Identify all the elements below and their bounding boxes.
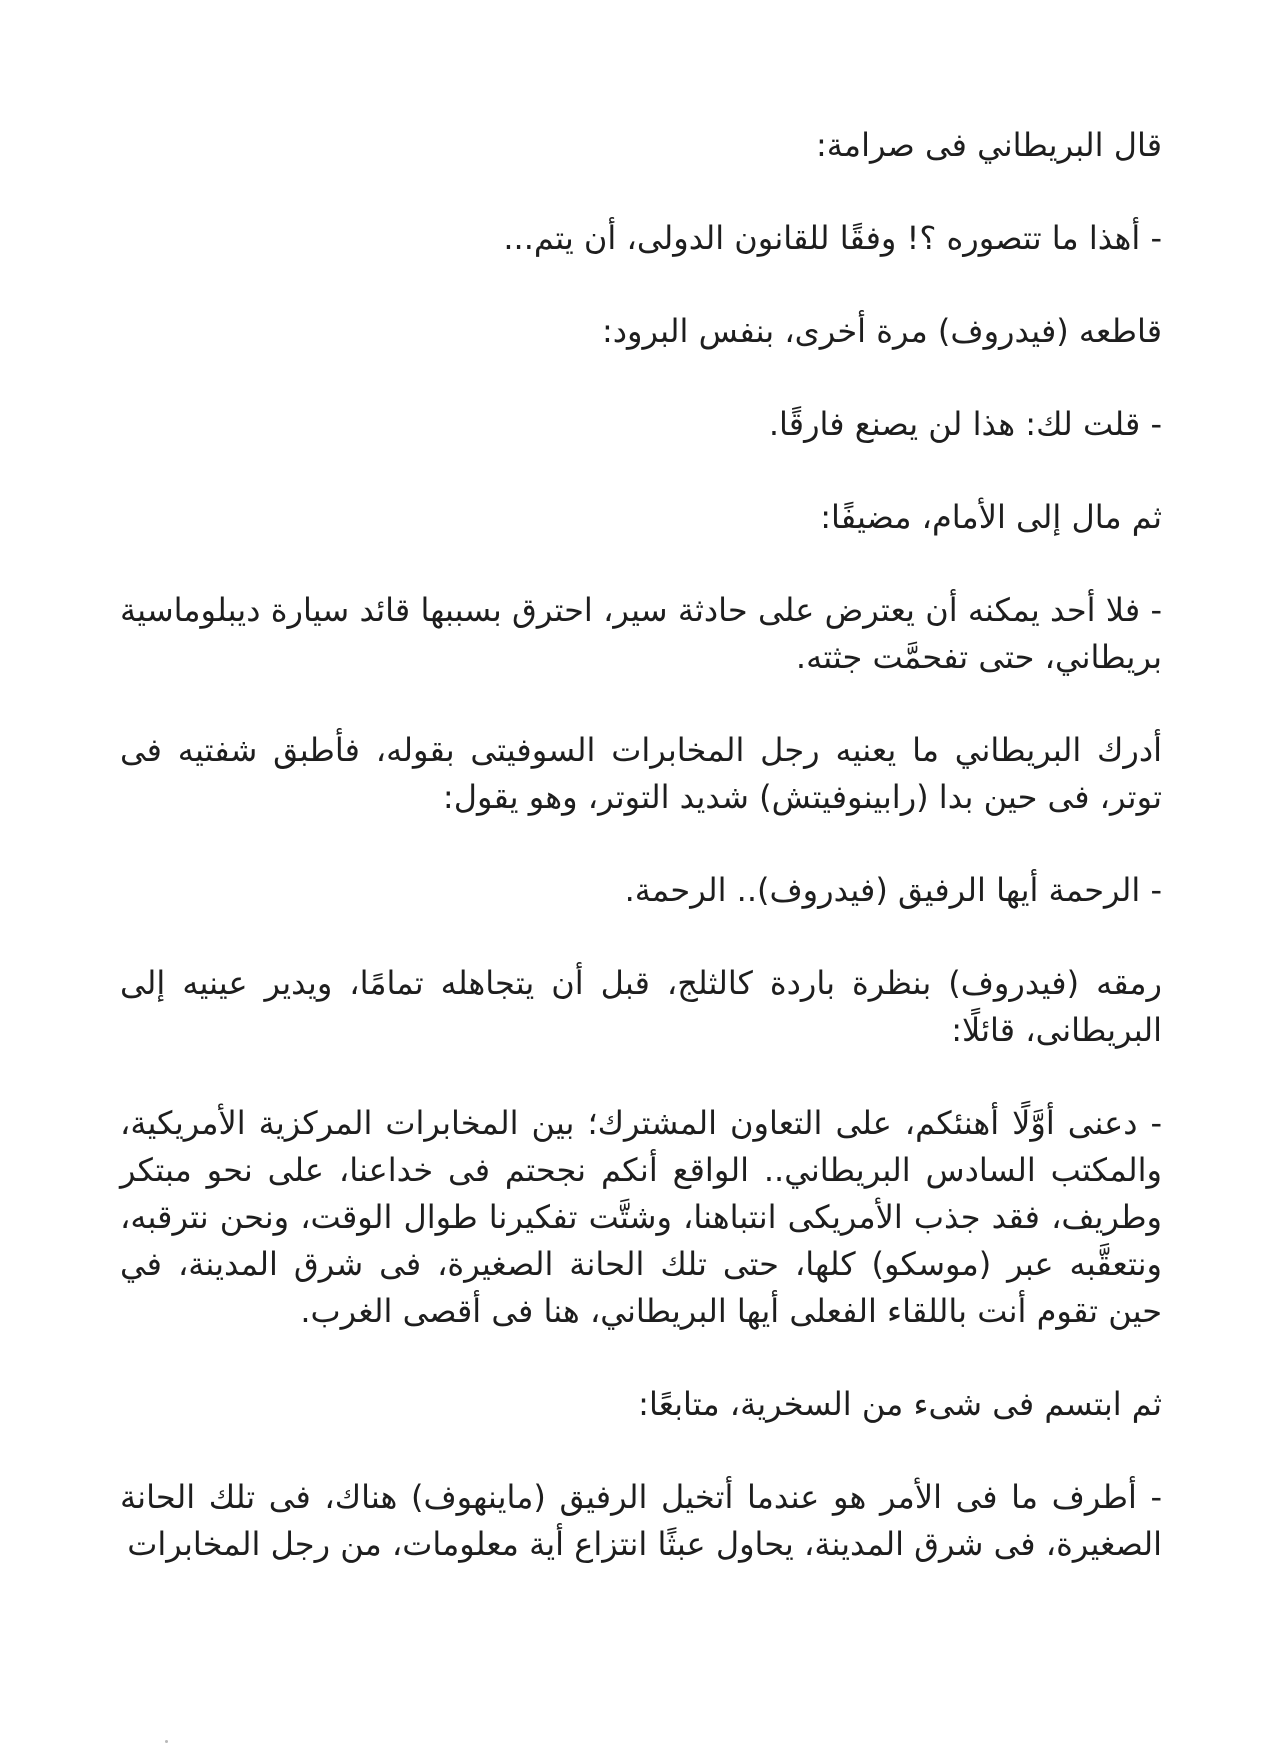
paragraph: أدرك البريطاني ما يعنيه رجل المخابرات السوفيتى بقوله، فأطبق شفتيه فى توتر، فى حين بدا (رابينوفيتش) شديد التوتر، وهو يقول: [120,731,1162,816]
paragraph: ثم ابتسم فى شىء من السخرية، متابعًا: [638,1385,1162,1423]
paragraph: - أطرف ما فى الأمر هو عندما أتخيل الرفيق (ماينهوف) هناك، فى تلك الحانة الصغيرة، فى شرق المدينة، يحاول عبثًا انتزاع أية معلومات، من رجل المخابرات [120,1478,1162,1563]
body-text [120,122,1162,1614]
paragraph: - قلت لك: هذا لن يصنع فارقًا. [768,405,1162,443]
paragraph: - أهذا ما تتصوره ؟! وفقًا للقانون الدولى، أن يتم... [503,219,1162,257]
page-speck [165,1740,168,1743]
paragraph: - دعنى أوَّلًا أهنئكم، على التعاون المشترك؛ بين المخابرات المركزية الأمريكية، والمكتب السادس البريطاني.. الواقع أنكم نجحتم فى خداعنا، على نحو مبتكر وطريف، فقد جذب الأمريكى انتباهنا، وشتَّت تفكيرنا طوال الوقت، ونحن نترقبه، ونتعقَّبه عبر (موسكو) كلها، حتى تلك الحانة الصغيرة، فى شرق المدينة، في حين تقوم أنت باللقاء الفعلى أيها البريطاني، هنا فى أقصى الغرب. [120,1104,1162,1330]
paragraph: - فلا أحد يمكنه أن يعترض على حادثة سير، احترق بسببها قائد سيارة ديبلوماسية بريطاني، حتى تفحمَّت جثته. [120,591,1162,676]
paragraph: رمقه (فيدروف) بنظرة باردة كالثلج، قبل أن يتجاهله تمامًا، ويدير عينيه إلى البريطانى، قائلًا: [120,964,1162,1049]
paragraph: - الرحمة أيها الرفيق (فيدروف).. الرحمة. [624,871,1162,909]
paragraph: ثم مال إلى الأمام، مضيفًا: [820,498,1162,536]
paragraph: قاطعه (فيدروف) مرة أخرى، بنفس البرود: [601,312,1162,350]
paragraph: قال البريطاني فى صرامة: [815,126,1162,164]
